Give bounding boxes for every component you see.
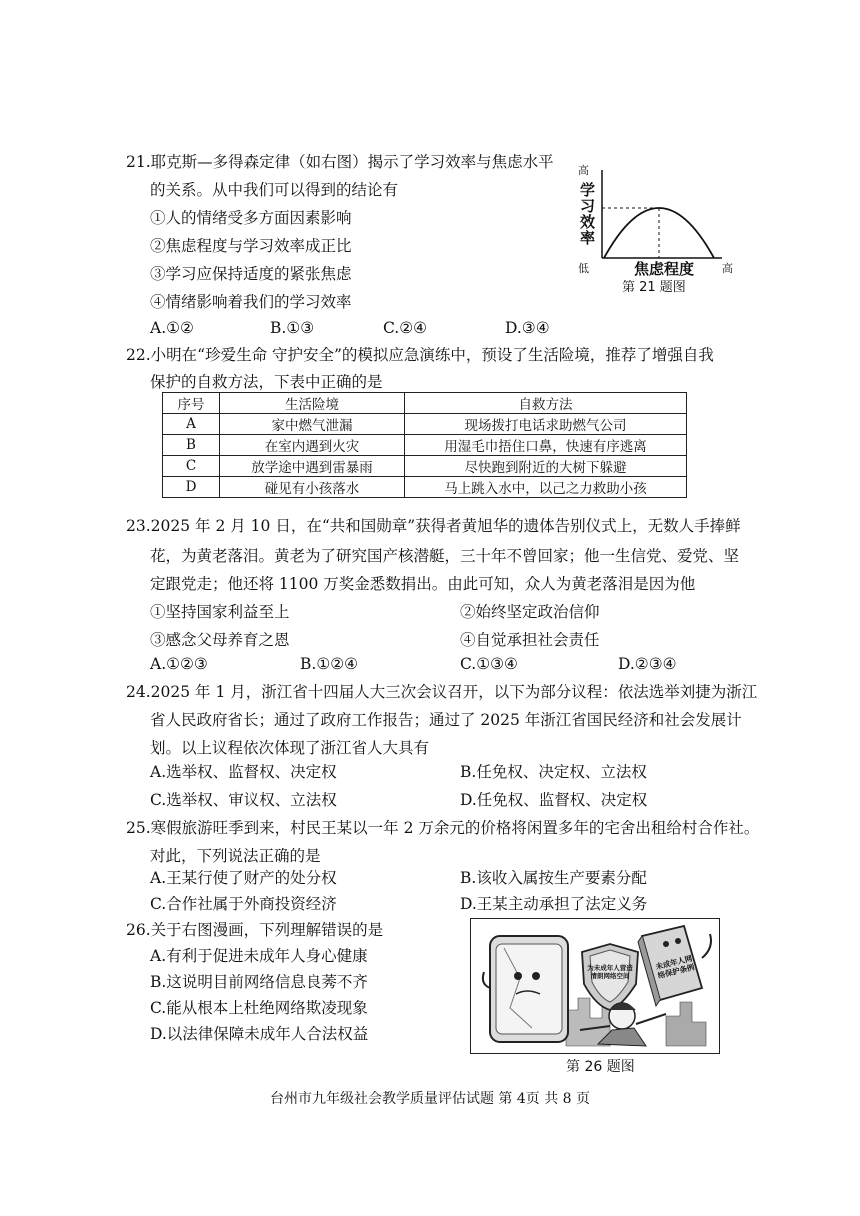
table-cell: C	[163, 456, 220, 477]
table-cell: 现场拨打电话求助燃气公司	[405, 414, 687, 435]
y-axis-label: 学习效率	[580, 181, 596, 247]
q23-stem-line3: 定跟党走；他还将 1100 万奖金悉数捐出。由此可知，众人为黄老落泪是因为他	[150, 575, 696, 593]
q21-figure-caption: 第 21 题图	[622, 280, 686, 295]
q23-item-1: ①坚持国家利益至上	[150, 603, 290, 621]
q21-choice-d: D.③④	[505, 319, 550, 337]
q26-stem: 26.关于右图漫画，下列理解错误的是	[126, 921, 384, 939]
q21-item-4: ④情绪影响着我们的学习效率	[150, 293, 352, 311]
table-header: 生活险境	[220, 393, 405, 414]
q24-choice-a: A.选举权、监督权、决定权	[150, 763, 337, 781]
q23-stem-line2: 花，为黄老落泪。黄老为了研究国产核潜艇，三十年不曾回家；他一生信党、爱党、坚	[150, 547, 740, 565]
q24-stem-line1: 24.2025 年 1 月，浙江省十四届人大三次会议召开，以下为部分议程：依法选举刘捷为浙江	[126, 683, 758, 701]
q23-stem-line1: 23.2025 年 2 月 10 日，在“共和国勋章”获得者黄旭华的遗体告别仪式上，无数人手捧鲜	[126, 517, 741, 535]
q25-choice-a: A.王某行使了财产的处分权	[150, 869, 337, 887]
q25-stem-line1: 25.寒假旅游旺季到来，村民王某以一年 2 万余元的价格将闲置多年的宅舍出租给村合作社。	[126, 819, 760, 837]
y-axis-high: 高	[578, 164, 589, 177]
q23-choice-a: A.①②③	[150, 655, 208, 673]
cartoon-illustration	[470, 918, 720, 1054]
q23-item-4: ④自觉承担社会责任	[460, 631, 600, 649]
q21-choice-a: A.①②	[150, 319, 194, 337]
q21-choice-b: B.①③	[270, 319, 315, 337]
phone-character	[483, 936, 568, 1042]
table-cell: B	[163, 435, 220, 456]
page-footer: 台州市九年级社会教学质量评估试题 第 4页 共 8 页	[269, 1091, 591, 1107]
x-axis-high: 高	[722, 262, 733, 275]
table-cell: 放学途中遇到雷暴雨	[220, 456, 405, 477]
x-axis-label: 焦虑程度	[634, 260, 695, 278]
q24-stem-line3: 划。以上议程依次体现了浙江省人大具有	[150, 739, 430, 757]
q26-cartoon	[470, 918, 720, 1054]
q24-choice-d: D.任免权、监督权、决定权	[460, 791, 648, 809]
q23-item-3: ③感念父母养育之恩	[150, 631, 290, 649]
table-row	[163, 414, 687, 435]
q21-item-3: ③学习应保持适度的紧张焦虑	[150, 265, 352, 283]
q24-stem-line2: 省人民政府省长；通过了政府工作报告；通过了 2025 年浙江省国民经济和社会发展计	[150, 711, 742, 729]
q23-choice-d: D.②③④	[618, 655, 677, 673]
q21-item-2: ②焦虑程度与学习效率成正比	[150, 237, 352, 255]
q23-item-2: ②始终坚定政治信仰	[460, 603, 600, 621]
q25-choice-c: C.合作社属于外商投资经济	[150, 895, 337, 913]
table-cell: D	[163, 477, 220, 498]
table-row	[163, 435, 687, 456]
q21-figure	[572, 160, 742, 295]
table-header: 序号	[163, 393, 220, 414]
q21-stem-line2: 的关系。从中我们可以得到的结论有	[150, 181, 399, 199]
q24-choice-c: C.选举权、审议权、立法权	[150, 791, 337, 809]
y-axis-low: 低	[578, 262, 589, 275]
table-cell: 马上跳入水中，以己之力救助小孩	[405, 477, 687, 498]
table-row	[163, 477, 687, 498]
q26-figure-caption: 第 26 题图	[566, 1059, 635, 1075]
book-label: 未成年人网络保护条例	[654, 953, 696, 981]
shield-label: 为未成年人营造清朗网络空间	[587, 964, 633, 980]
q25-choice-b: B.该收入属按生产要素分配	[460, 869, 647, 887]
q26-choice-d: D.以法律保障未成年人合法权益	[150, 1025, 369, 1043]
q25-stem-line2: 对此，下列说法正确的是	[150, 847, 321, 865]
q24-choice-b: B.任免权、决定权、立法权	[460, 763, 647, 781]
q26-choice-c: C.能从根本上杜绝网络欺凌现象	[150, 999, 368, 1017]
table-cell: A	[163, 414, 220, 435]
table-cell: 用湿毛巾捂住口鼻，快速有序逃离	[405, 435, 687, 456]
q26-choice-b: B.这说明目前网络信息良莠不齐	[150, 973, 368, 991]
q22-table	[162, 392, 687, 498]
table-cell: 在室内遇到火灾	[220, 435, 405, 456]
table-cell: 碰见有小孩落水	[220, 477, 405, 498]
q26-choice-a: A.有利于促进未成年人身心健康	[150, 947, 368, 965]
q21-stem-line1: 21.耶克斯—多得森定律（如右图）揭示了学习效率与焦虑水平	[126, 153, 554, 171]
table-cell: 尽快跑到附近的大树下躲避	[405, 456, 687, 477]
q22-stem-line1: 22.小明在“珍爱生命 守护安全”的模拟应急演练中，预设了生活险境，推荐了增强自我	[126, 346, 714, 364]
q23-choice-b: B.①②④	[300, 655, 359, 673]
q25-choice-d: D.王某主动承担了法定义务	[460, 895, 648, 913]
table-row	[163, 456, 687, 477]
q22-stem-line2: 保护的自救方法，下表中正确的是	[150, 373, 383, 391]
table-header: 自救方法	[405, 393, 687, 414]
q21-item-1: ①人的情绪受多方面因素影响	[150, 209, 352, 227]
q23-choice-c: C.①③④	[460, 655, 518, 673]
q21-choice-c: C.②④	[383, 319, 428, 337]
table-cell: 家中燃气泄漏	[220, 414, 405, 435]
